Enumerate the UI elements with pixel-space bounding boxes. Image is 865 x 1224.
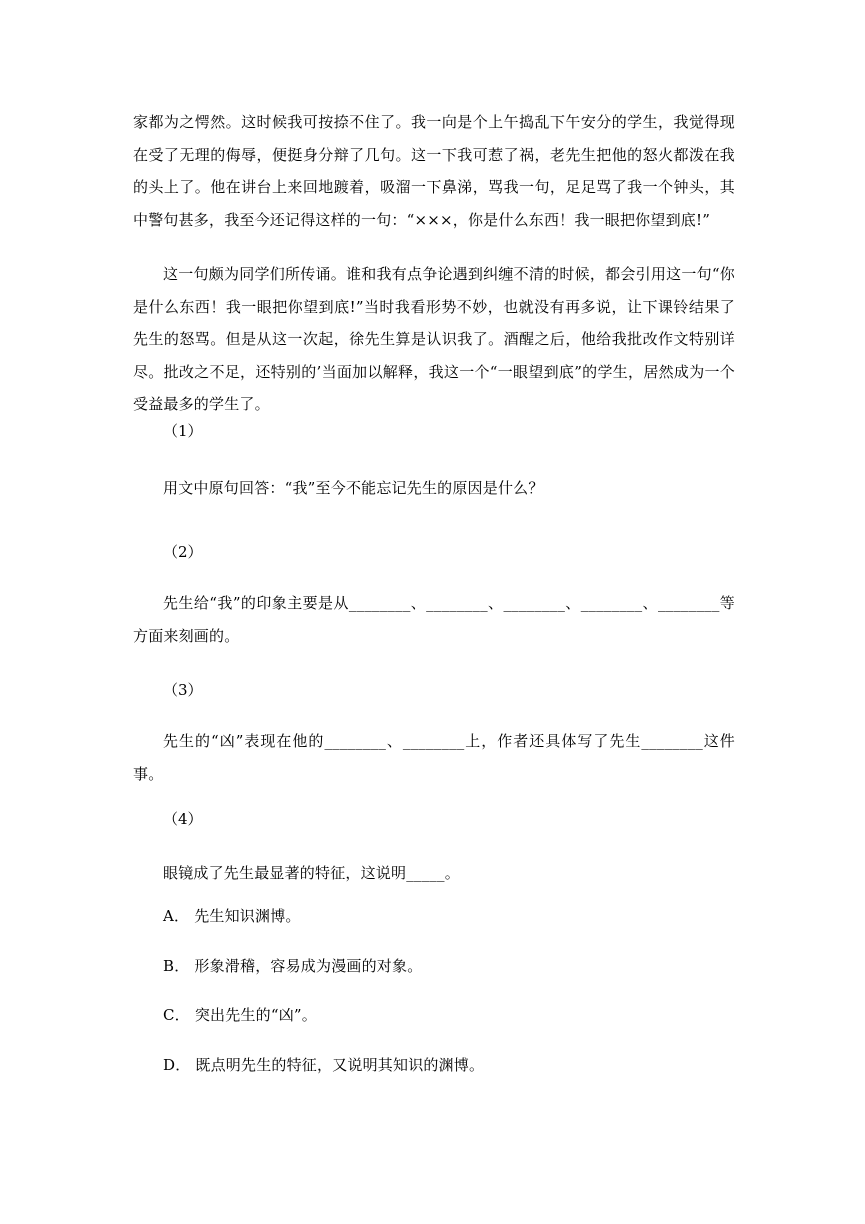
- question-number: （4）: [163, 810, 203, 828]
- question-text: 先生的“凶”表现在他的________、________上，作者还具体写了先生________这件事。: [133, 732, 735, 783]
- question-4: [133, 809, 735, 890]
- option-text: D． 既点明先生的特征，又说明其知识的渊博。: [163, 1056, 485, 1074]
- passage-text-1: 家都为之愕然。这时候我可按捺不住了。我一向是个上午捣乱下午安分的学生，我觉得现在受了无理的侮辱，便挺身分辩了几句。这一下我可惹了祸，老先生把他的怒火都泼在我的头上了。他在讲台上来回地踱着，吸溜一下鼻涕，骂我一句，足足骂了我一个钟头，其中警句甚多，我至今还记得这样的一句：“×××，你是什么东西！我一眼把你望到底!”: [133, 113, 735, 229]
- option-b: [133, 950, 735, 983]
- question-text: 先生给“我”的印象主要是从________、________、________、________、________等方面来刻画的。: [133, 594, 735, 645]
- option-text: C． 突出先生的“凶”。: [163, 1006, 317, 1024]
- question-text: 眼镜成了先生最显著的特征，这说明_____。: [163, 864, 460, 882]
- question-3: [133, 680, 735, 790]
- question-number: （3）: [163, 681, 203, 699]
- option-text: B． 形象滑稽，容易成为漫画的对象。: [163, 957, 423, 975]
- passage-text-2: 这一句颇为同学们所传诵。谁和我有点争论遇到纠缠不清的时候，都会引用这一句“你是什么东西！我一眼把你望到底!”当时我看形势不妙，也就没有再多说，让下课铃结果了先生的怒骂。但是从这一次起，徐先生算是认识我了。酒醒之后，他给我批改作文特别详尽。批改之不足，还特别的’当面加以解释，我这一个“一眼望到底”的学生，居然成为一个受益最多的学生了。: [133, 265, 735, 413]
- question-number: （2）: [163, 543, 203, 561]
- question-1: [133, 421, 735, 505]
- passage-paragraph-1: [133, 106, 735, 236]
- option-d: [133, 1049, 735, 1082]
- question-text: 用文中原句回答：“我”至今不能忘记先生的原因是什么？: [163, 479, 544, 497]
- option-a: [133, 900, 735, 933]
- option-text: A． 先生知识渊博。: [163, 907, 301, 925]
- question-number: （1）: [163, 422, 203, 440]
- passage-paragraph-2: [133, 258, 735, 421]
- question-2: [133, 542, 735, 652]
- option-c: [133, 999, 735, 1032]
